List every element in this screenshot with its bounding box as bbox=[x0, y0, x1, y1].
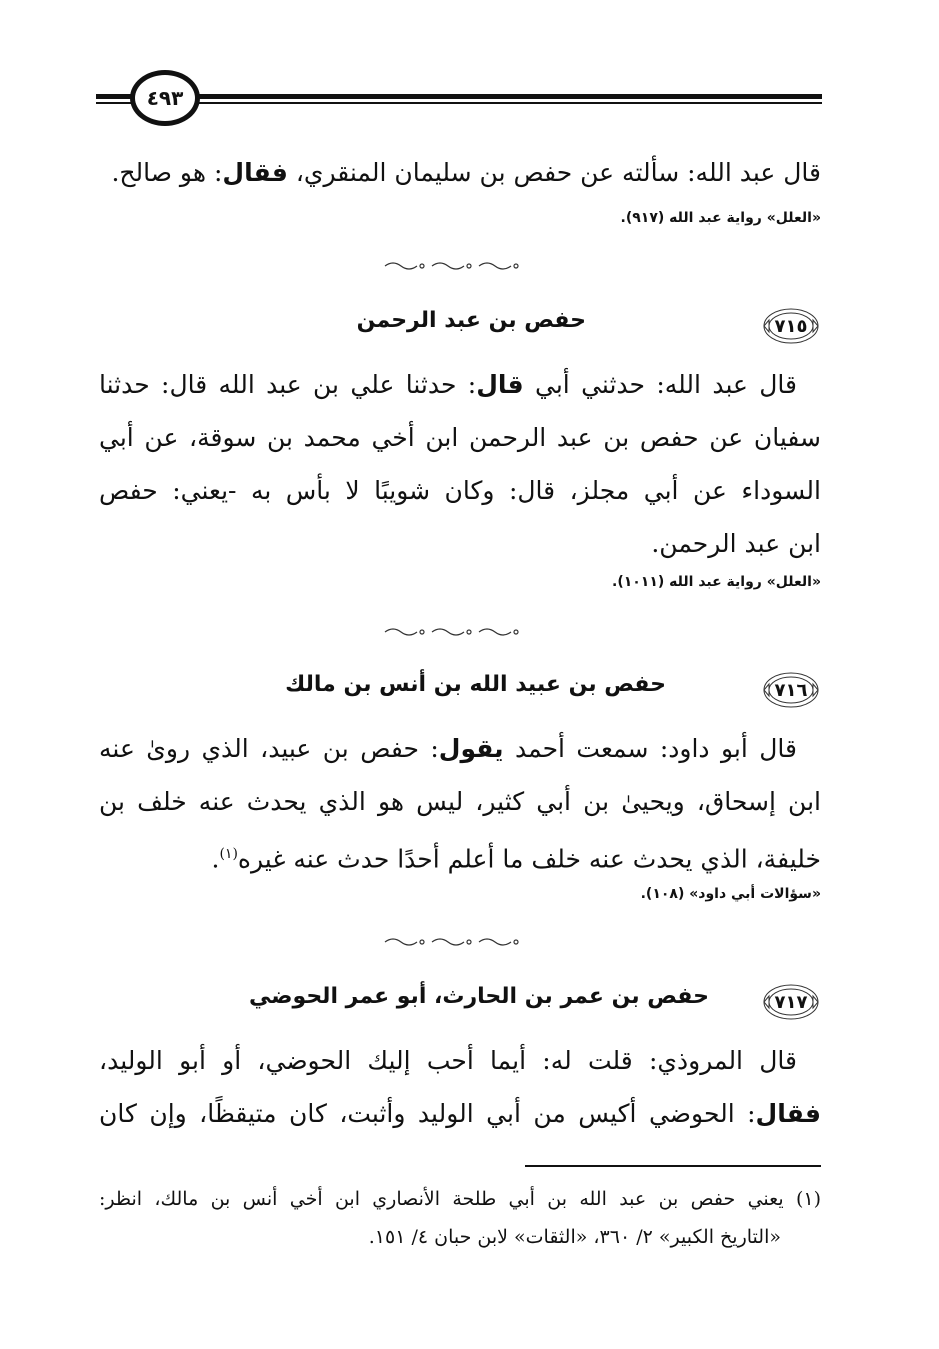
source-citation: «سؤالات أبي داود» (١٠٨). bbox=[640, 886, 821, 902]
entry-body bbox=[99, 1034, 821, 1140]
footnote-line: (١) يعني حفص بن عبد الله بن أبي طلحة الأنصاري ابن أخي أنس بن مالك، انظر: bbox=[99, 1188, 821, 1210]
source-citation: «العلل» رواية عبد الله (٩١٧). bbox=[620, 210, 821, 226]
entry-heading bbox=[99, 306, 821, 346]
source-citation: «العلل» رواية عبد الله (١٠١١). bbox=[612, 574, 821, 590]
entry-number-badge bbox=[761, 670, 821, 710]
text-line: ابن إسحاق، ويحيىٰ بن أبي كثير، ليس هو الذي يحدث عنه خلف بن bbox=[99, 787, 821, 816]
intro-paragraph bbox=[99, 146, 821, 199]
entry-number-badge bbox=[761, 306, 821, 346]
text-line: قال عبد الله: سألته عن حفص بن سليمان المنقري، فقال: هو صالح. bbox=[111, 158, 821, 187]
ornament-divider bbox=[380, 259, 530, 273]
footnote-marker[interactable]: (١) bbox=[219, 846, 238, 862]
page-header bbox=[96, 70, 822, 130]
entry-body bbox=[99, 722, 821, 885]
footnote bbox=[99, 1180, 821, 1256]
text-line: قال أبو داود: سمعت أحمد يقول: حفص بن عبيد، الذي روىٰ عنه bbox=[99, 734, 797, 763]
text-line: سفيان عن حفص بن عبد الرحمن ابن أخي محمد بن سوقة، عن أبي bbox=[99, 423, 821, 452]
entry-number-badge bbox=[761, 982, 821, 1022]
entry-number: ٧١٧ bbox=[774, 991, 808, 1013]
footnote-separator bbox=[525, 1165, 821, 1167]
entry-title: حفص بن عمر بن الحارث، أبو عمر الحوضي bbox=[249, 984, 709, 1009]
entry-heading bbox=[99, 982, 821, 1022]
entry-title: حفص بن عبيد الله بن أنس بن مالك bbox=[285, 672, 666, 697]
ornament-divider bbox=[380, 935, 530, 949]
text-line: فقال: الحوضي أكيس من أبي الوليد وأثبت، كان متيقظًا، وإن كان bbox=[99, 1099, 821, 1128]
text-line: خليفة، الذي يحدث عنه خلف ما أعلم أحدًا حدث عنه غيره$^{(١)}$. bbox=[211, 844, 821, 874]
ornament-divider bbox=[380, 625, 530, 639]
text-line: السوداء عن أبي مجلز، قال: وكان شويبًا لا بأس به -يعني: حفص bbox=[99, 476, 821, 505]
text-line: ابن عبد الرحمن. bbox=[651, 529, 821, 558]
text-line: قال عبد الله: حدثني أبي قال: حدثنا علي بن عبد الله قال: حدثنا bbox=[99, 370, 797, 399]
page-number: ٤٩٣ bbox=[130, 70, 200, 126]
entry-body bbox=[99, 358, 821, 570]
header-rule-thick bbox=[96, 94, 822, 99]
footnote-line: «التاريخ الكبير» ٢/ ٣٦٠، «الثقات» لابن حبان ٤/ ١٥١. bbox=[368, 1226, 781, 1248]
entry-heading bbox=[99, 670, 821, 710]
entry-title: حفص بن عبد الرحمن bbox=[356, 308, 586, 333]
text-line: قال المروذي: قلت له: أيما أحب إليك الحوضي، أو أبو الوليد، bbox=[99, 1046, 797, 1075]
header-rule-thin bbox=[96, 102, 822, 104]
entry-number: ٧١٥ bbox=[774, 315, 808, 337]
entry-number: ٧١٦ bbox=[774, 679, 808, 701]
